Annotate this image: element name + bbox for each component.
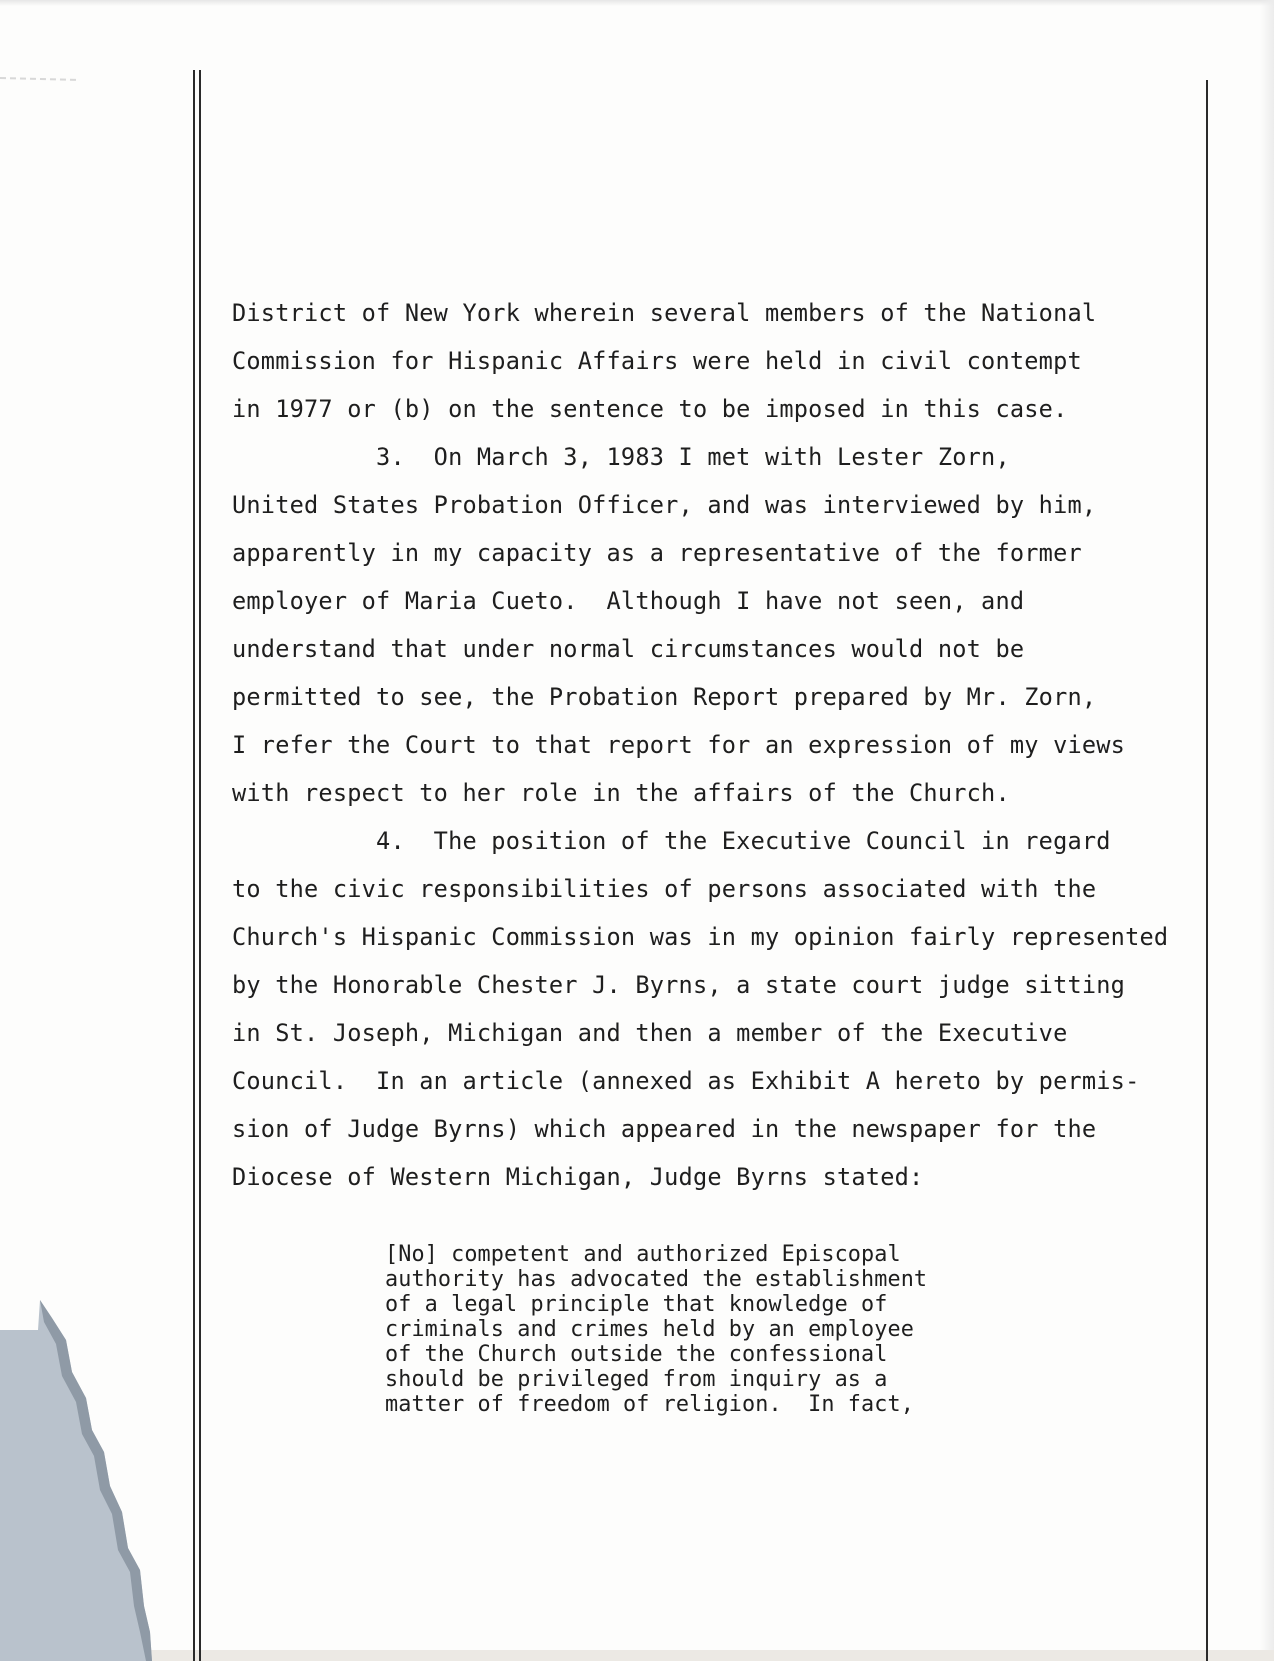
quote-line: of a legal principle that knowledge of: [385, 1292, 888, 1317]
body-text-line: permitted to see, the Probation Report prepared by Mr. Zorn,: [232, 683, 1097, 711]
body-text-line: sion of Judge Byrns) which appeared in the newspaper for the: [232, 1115, 1097, 1143]
body-text-line: Council. In an article (annexed as Exhibit A hereto by permis-: [232, 1067, 1140, 1095]
scan-bottom-edge: [150, 1650, 1274, 1661]
paragraph-3-first-line: 3. On March 3, 1983 I met with Lester Zorn,: [232, 443, 1010, 471]
body-text-line: employer of Maria Cueto. Although I have not seen, and: [232, 587, 1025, 615]
body-text-line: Diocese of Western Michigan, Judge Byrns stated:: [232, 1163, 924, 1191]
body-text-line: Commission for Hispanic Affairs were held in civil contempt: [232, 347, 1082, 375]
left-margin-rule: [193, 70, 195, 1661]
body-text-line: District of New York wherein several members of the National: [232, 299, 1097, 327]
body-text-line: Church's Hispanic Commission was in my opinion fairly represented: [232, 923, 1169, 951]
scan-right-edge: [1260, 0, 1274, 1661]
left-margin-rule: [199, 70, 201, 1661]
quote-line: authority has advocated the establishment: [385, 1267, 928, 1292]
torn-paper-edge: [0, 0, 200, 1661]
right-margin-rule: [1206, 80, 1208, 1661]
body-text-line: in 1977 or (b) on the sentence to be imposed in this case.: [232, 395, 1068, 423]
quote-line: of the Church outside the confessional: [385, 1342, 888, 1367]
quote-line: [No] competent and authorized Episcopal: [385, 1242, 901, 1267]
body-text-line: I refer the Court to that report for an expression of my views: [232, 731, 1126, 759]
quote-line: matter of freedom of religion. In fact,: [385, 1392, 914, 1417]
paragraph-4-first-line: 4. The position of the Executive Council in regard: [232, 827, 1111, 855]
body-text-line: in St. Joseph, Michigan and then a member of the Executive: [232, 1019, 1068, 1047]
body-text-line: by the Honorable Chester J. Byrns, a state court judge sitting: [232, 971, 1126, 999]
body-text-line: apparently in my capacity as a representative of the former: [232, 539, 1082, 567]
quote-line: criminals and crimes held by an employee: [385, 1317, 914, 1342]
body-text-line: understand that under normal circumstances would not be: [232, 635, 1025, 663]
body-text-line: to the civic responsibilities of persons associated with the: [232, 875, 1097, 903]
body-text-line: United States Probation Officer, and was interviewed by him,: [232, 491, 1097, 519]
body-text-line: with respect to her role in the affairs of the Church.: [232, 779, 1010, 807]
quote-line: should be privileged from inquiry as a: [385, 1367, 888, 1392]
